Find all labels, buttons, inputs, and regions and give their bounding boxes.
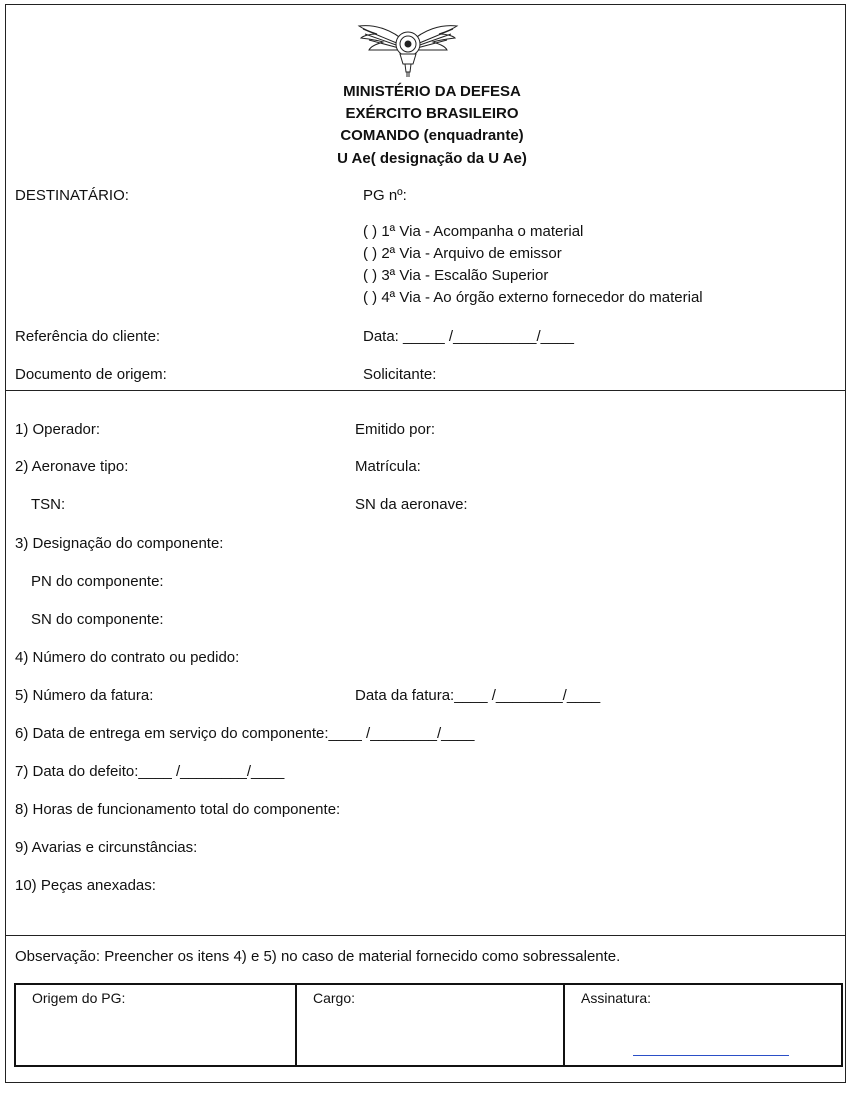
- referencia-cliente-label: Referência do cliente:: [15, 328, 161, 345]
- pn-componente-label: PN do componente:: [31, 573, 164, 590]
- pecas-anexadas-label: 10) Peças anexadas:: [15, 877, 156, 894]
- via-option-3[interactable]: ( ) 3ª Via - Escalão Superior: [363, 267, 549, 284]
- via-option-1[interactable]: ( ) 1ª Via - Acompanha o material: [363, 223, 584, 240]
- operador-label: 1) Operador:: [15, 421, 101, 438]
- avarias-label: 9) Avarias e circunstâncias:: [15, 839, 198, 856]
- documento-origem-label: Documento de origem:: [15, 366, 167, 383]
- header-exercito: EXÉRCITO BRASILEIRO: [345, 105, 519, 122]
- tsn-label: TSN:: [31, 496, 66, 513]
- matricula-label: Matrícula:: [355, 458, 421, 475]
- data-defeito-field[interactable]: 7) Data do defeito:____ /________/____: [15, 763, 285, 780]
- section-divider: [5, 390, 846, 391]
- signature-table: [14, 983, 843, 1067]
- emitido-por-label: Emitido por:: [355, 421, 436, 438]
- header-unidade: U Ae( designação da U Ae): [337, 150, 527, 167]
- header-comando: COMANDO (enquadrante): [340, 127, 524, 144]
- data-fatura-field[interactable]: Data da fatura:____ /________/____: [355, 687, 601, 704]
- sn-componente-label: SN do componente:: [31, 611, 164, 628]
- observacao-note: Observação: Preencher os itens 4) e 5) no caso de material fornecido como sobressalente.: [15, 948, 621, 965]
- sn-aeronave-label: SN da aeronave:: [355, 496, 468, 513]
- signature-line[interactable]: [633, 1055, 789, 1056]
- assinatura-label: Assinatura:: [581, 990, 652, 1006]
- numero-contrato-label: 4) Número do contrato ou pedido:: [15, 649, 240, 666]
- via-option-4[interactable]: ( ) 4ª Via - Ao órgão externo fornecedor do material: [363, 289, 703, 306]
- cargo-cell[interactable]: [295, 985, 563, 1065]
- footer-divider: [5, 935, 846, 936]
- data-field[interactable]: Data: _____ /__________/____: [363, 328, 575, 345]
- cargo-label: Cargo:: [313, 990, 356, 1006]
- solicitante-label: Solicitante:: [363, 366, 437, 383]
- aeronave-tipo-label: 2) Aeronave tipo:: [15, 458, 129, 475]
- pg-numero-label: PG nº:: [363, 187, 407, 204]
- numero-fatura-label: 5) Número da fatura:: [15, 687, 154, 704]
- origem-pg-cell[interactable]: [16, 985, 295, 1065]
- via-option-2[interactable]: ( ) 2ª Via - Arquivo de emissor: [363, 245, 562, 262]
- horas-funcionamento-label: 8) Horas de funcionamento total do componente:: [15, 801, 341, 818]
- designacao-componente-label: 3) Designação do componente:: [15, 535, 224, 552]
- origem-pg-label: Origem do PG:: [32, 990, 126, 1006]
- assinatura-cell[interactable]: [563, 985, 841, 1065]
- data-entrega-field[interactable]: 6) Data de entrega em serviço do componente:____ /________/____: [15, 725, 475, 742]
- header-ministerio: MINISTÉRIO DA DEFESA: [343, 83, 521, 100]
- destinatario-label: DESTINATÁRIO:: [15, 187, 129, 204]
- army-winged-emblem-icon: [355, 20, 461, 78]
